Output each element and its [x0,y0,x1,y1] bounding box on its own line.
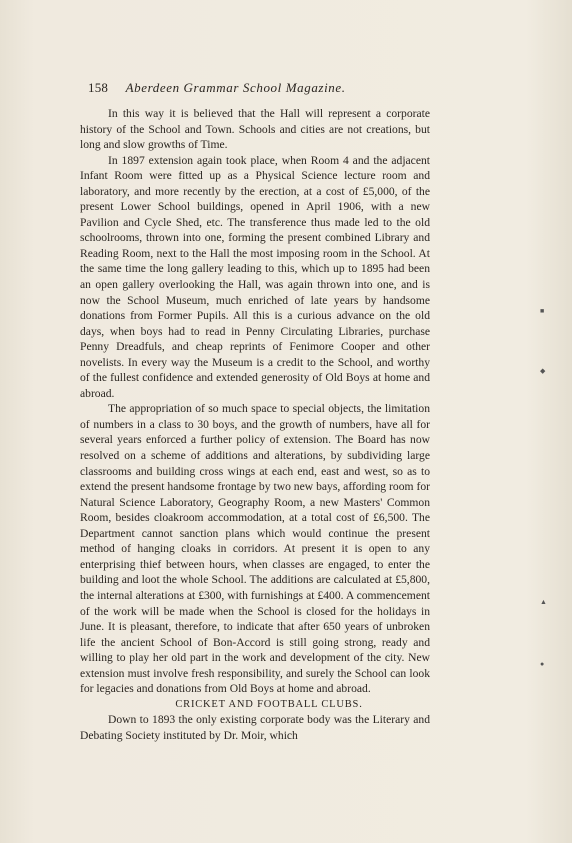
section-heading: CRICKET AND FOOTBALL CLUBS. [175,698,363,710]
margin-speck: ■ [540,307,545,315]
paragraph: Down to 1893 the only existing corporate body was the Literary and Debating Society instituted by Dr. Moir, which [80,713,430,742]
paragraph: In this way it is believed that the Hall will represent a corporate history of the School and Town. Schools and cities are not creations, but long and slow growths of Time. [80,107,430,152]
running-head [88,80,430,96]
magazine-title: Aberdeen Grammar School Magazine. [125,80,346,95]
page-number: 158 [88,80,109,95]
body-text [80,106,430,743]
paragraph: The appropriation of so much space to special objects, the limitation of numbers in a class to 30 boys, and the growth of numbers, have all for several years enforced a further policy of extension. The Board has now resolved on a scheme of additions and alterations, by subdividing large classrooms and building cross wings at each end, east and west, so as to extend the present handsome frontage by two new bays, affording room for Natural Science Laboratory, Geography Room, a new Masters' Common Room, besides cloakroom accommodation, at a total cost of £6,500. The Department cannot sanction plans which would continue the present method of hanging cloaks in corridors. At present it is open to any enterprising thief between hours, when classes are engaged, to enter the building and loot the whole School. The additions are calculated at £5,800, the internal alterations at £300, with furnishings at £400. A commencement of the work will be made when the School is closed for the holidays in June. It is pleasant, therefore, to indicate that after 650 years of unbroken life the ancient School of Bon-Accord is still going strong, ready and willing to play her old part in the work and development of the city. New extension must involve fresh responsibility, and surely the School can look for legacies and donations from Old Boys at home and abroad. [80,402,430,696]
margin-speck: ● [540,660,545,668]
paragraph: In 1897 extension again took place, when Room 4 and the adjacent Infant Room were fitted up as a Physical Science lecture room and laboratory, and more recently by the erection, at a cost of £5,000, of the present Lower School buildings, opened in April 1906, with a new Pavilion and Cycle Shed, etc. The transference thus made led to the old schoolrooms, thrown into one, forming the present combined Library and Reading Room, next to the Hall the most imposing room in the School. At the same time the long gallery leading to this, which up to 1895 had been an open gallery overlooking the Hall, was again thrown into one, and is now the School Museum, much enriched of late years by handsome donations from Former Pupils. All this is a curious advance on the old days, when boys had to read in Penny Circulating Libraries, purchase Penny Dreadfuls, and cheap reprints of Fenimore Cooper and other novelists. In every way the Museum is a credit to the School, and worthy of the fullest confidence and extended generosity of Old Boys at home and abroad. [80,153,430,400]
margin-speck: ◆ [540,367,546,375]
margin-speck: ▲ [540,598,547,606]
